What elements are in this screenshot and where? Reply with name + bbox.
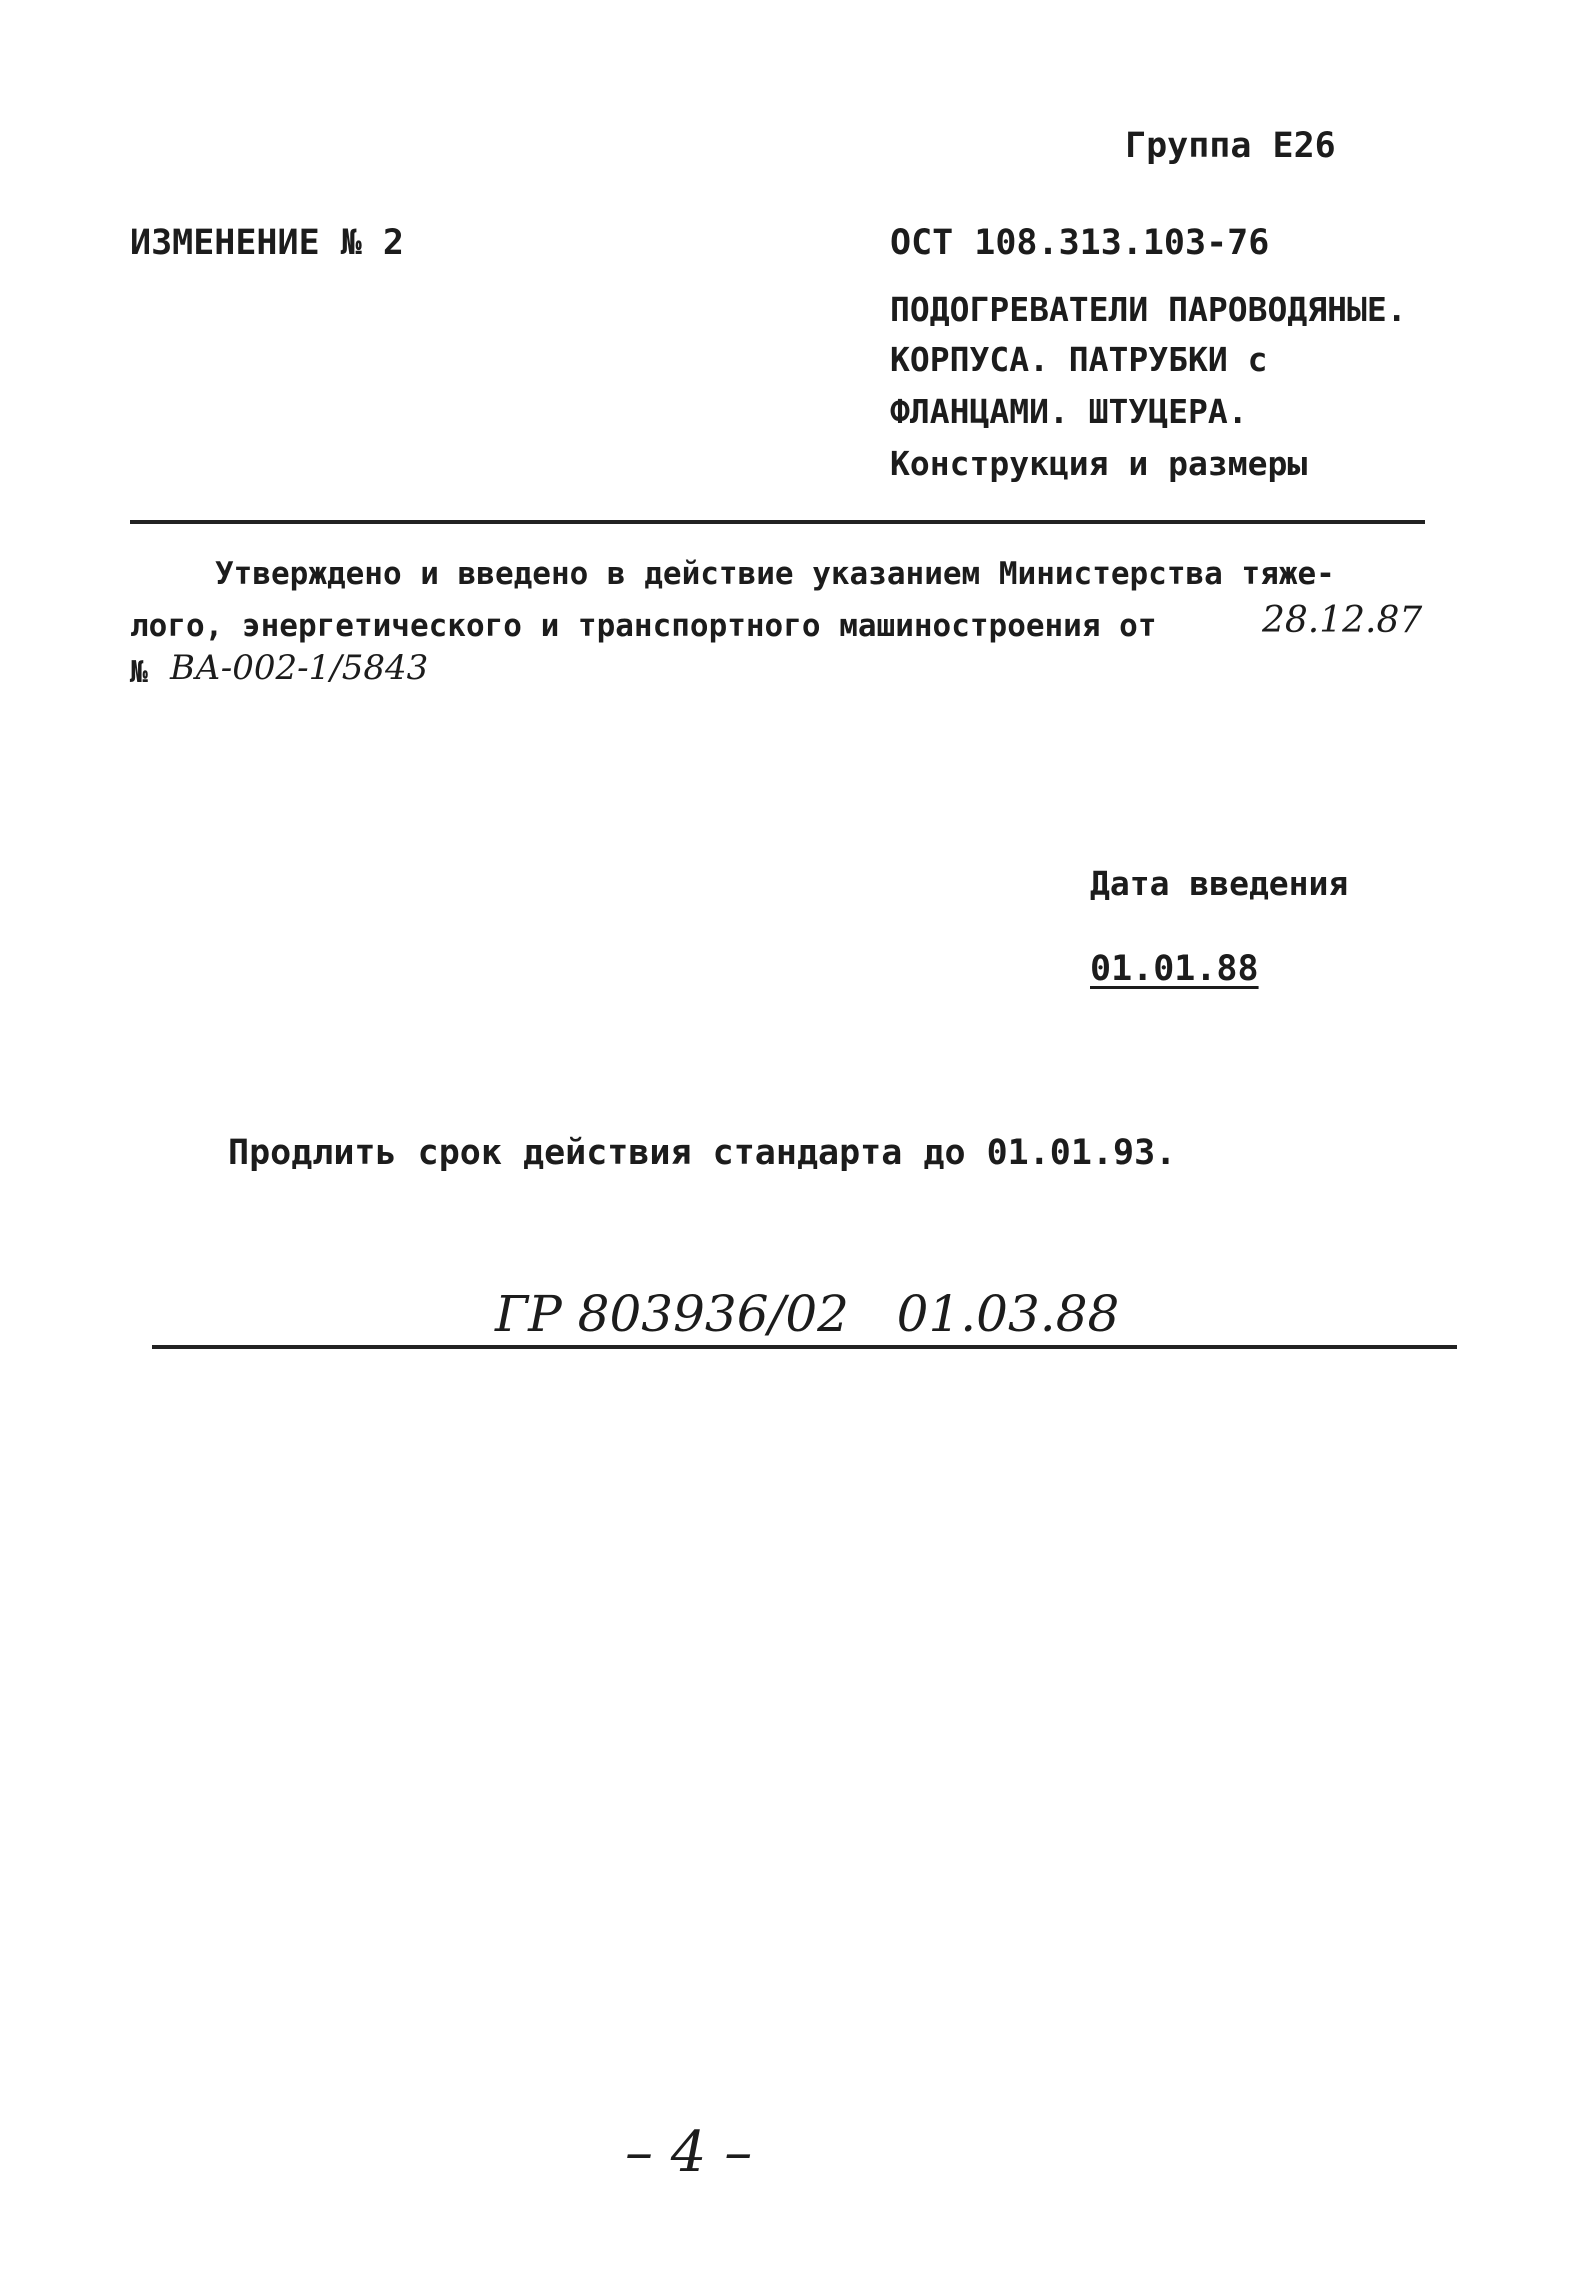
standard-code: ОСТ 108.313.103-76 bbox=[890, 223, 1270, 263]
standard-title-line-2: КОРПУСА. ПАТРУБКИ с bbox=[890, 340, 1268, 379]
standard-title-line-1: ПОДОГРЕВАТЕЛИ ПАРОВОДЯНЫЕ. bbox=[890, 290, 1407, 329]
approval-line-2: лого, энергетического и транспортного машиностроения от bbox=[130, 608, 1157, 644]
standard-title-line-3: ФЛАНЦАМИ. ШТУЦЕРА. bbox=[890, 392, 1248, 431]
group-code: Группа Е26 bbox=[1125, 126, 1336, 166]
standard-title-line-4: Конструкция и размеры bbox=[890, 444, 1308, 483]
registration-underline bbox=[152, 1345, 1457, 1349]
approval-date-handwritten: 28.12.87 bbox=[1262, 600, 1423, 641]
registration-handwritten: ГР 803936/02 01.03.88 bbox=[495, 1285, 1120, 1343]
approval-line-1: Утверждено и введено в действие указанием Министерства тяже- bbox=[215, 556, 1335, 592]
approval-number-handwritten: ВА-002-1/5843 bbox=[170, 648, 429, 688]
extension-text: Продлить срок действия стандарта до 01.01.93. bbox=[228, 1133, 1177, 1173]
effective-date-label: Дата введения bbox=[1090, 864, 1349, 903]
page-number: – 4 – bbox=[625, 2120, 753, 2185]
approval-number-sign: № bbox=[130, 655, 149, 690]
header-divider bbox=[130, 520, 1425, 524]
change-number: ИЗМЕНЕНИЕ № 2 bbox=[130, 223, 404, 263]
effective-date: 01.01.88 bbox=[1090, 949, 1259, 989]
